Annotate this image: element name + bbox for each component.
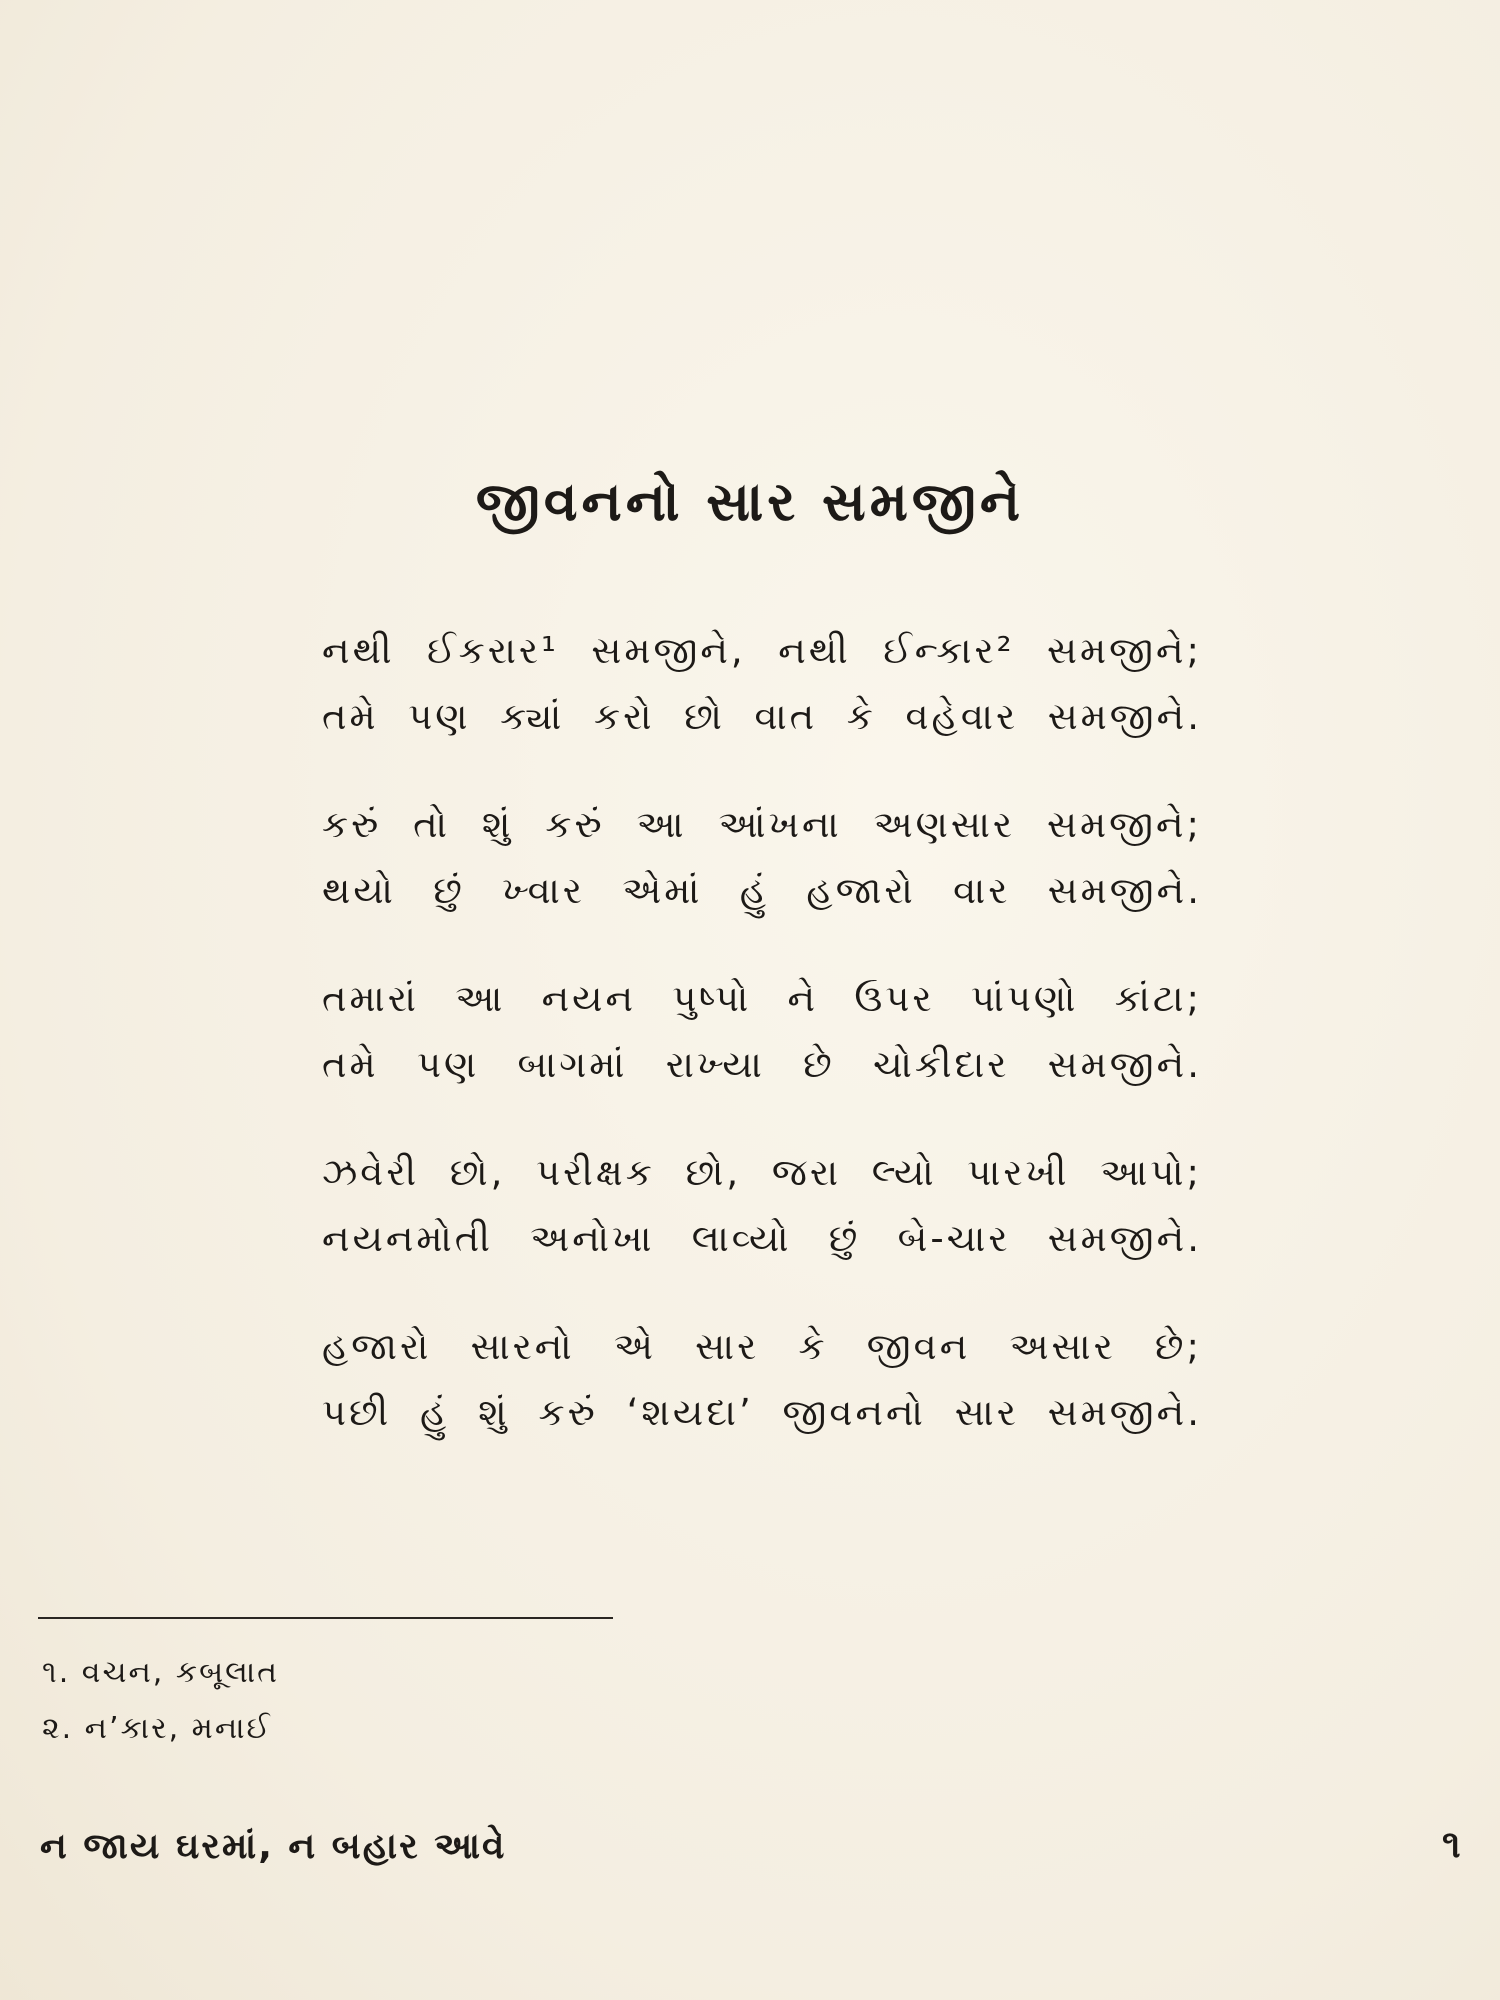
footnote-2: ૨. ન’કાર, મનાઈ — [42, 1711, 272, 1746]
footnotes — [42, 1645, 742, 1757]
poem-title: જીવનનો સાર સમજીને — [475, 470, 1025, 533]
stanza-1 — [322, 618, 1202, 750]
stanza-3 — [322, 966, 1202, 1098]
footnote-divider — [38, 1617, 613, 1619]
poem-line: પછી હું શું કરું ‘શયદા’ જીવનનો સાર સમજીને. — [322, 1391, 1202, 1434]
poem-line: તમે પણ ક્યાં કરો છો વાત કે વહેવાર સમજીને. — [322, 695, 1202, 738]
poem-line: નયનમોતી અનોખા લાવ્યો છું બે-ચાર સમજીને. — [322, 1217, 1202, 1260]
running-footer-book-title: ન જાય ઘરમાં, ન બહાર આવે — [40, 1826, 507, 1867]
stanza-4 — [322, 1140, 1202, 1272]
stanza-2 — [322, 792, 1202, 924]
footnote-1: ૧. વચન, કબૂલાત — [42, 1655, 280, 1690]
poem-line: કરું તો શું કરું આ આંખના અણસાર સમજીને; — [322, 803, 1202, 846]
poem-line: હજારો સારનો એ સાર કે જીવન અસાર છે; — [322, 1325, 1202, 1368]
poem-line: તમારાં આ નયન પુષ્પો ને ઉપર પાંપણો કાંટા; — [322, 977, 1202, 1020]
poem-line: થયો છું ખ્વાર એમાં હું હજારો વાર સમજીને. — [322, 869, 1202, 912]
poem-body — [322, 618, 1202, 1488]
poem-line: તમે પણ બાગમાં રાખ્યા છે ચોકીદાર સમજીને. — [322, 1043, 1202, 1086]
page-number: ૧ — [1442, 1822, 1461, 1866]
poem-line: નથી ઈકરાર¹ સમજીને, નથી ઈન્કાર² સમજીને; — [322, 629, 1202, 672]
poem-line: ઝવેરી છો, પરીક્ષક છો, જરા લ્યો પારખી આપો; — [322, 1151, 1202, 1194]
stanza-5 — [322, 1314, 1202, 1446]
